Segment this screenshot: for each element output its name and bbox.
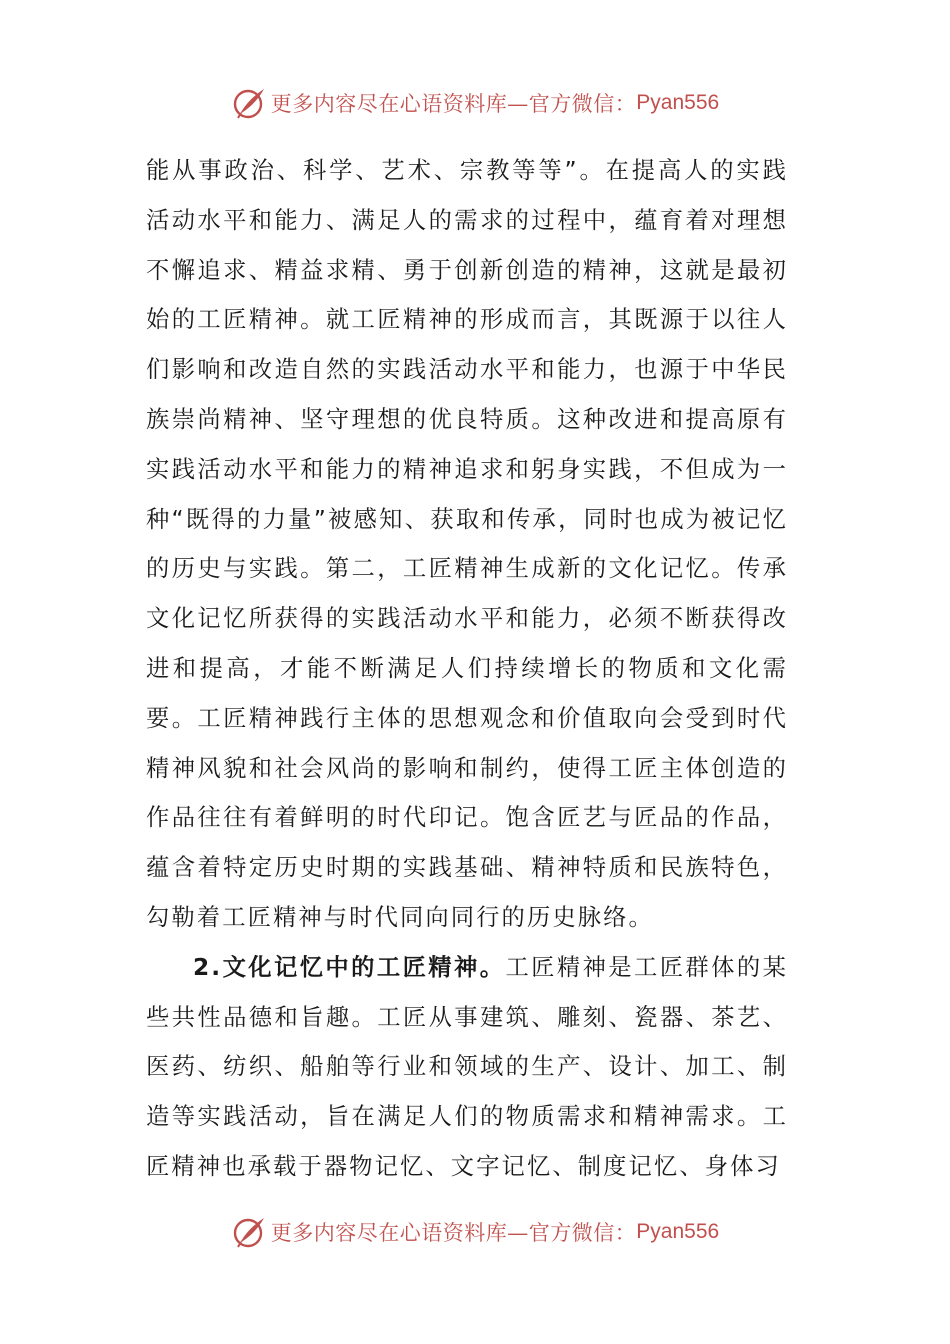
quill-pen-logo-icon bbox=[231, 85, 267, 121]
quill-pen-logo-icon bbox=[231, 1214, 267, 1250]
header-banner-wechat-id: Pyan556 bbox=[636, 91, 720, 114]
document-body bbox=[146, 146, 788, 1192]
body-paragraph-2 bbox=[146, 943, 788, 1192]
footer-banner bbox=[0, 1210, 950, 1254]
body-paragraph-1: 能从事政治、科学、艺术、宗教等等”。在提高人的实践活动水平和能力、满足人的需求的过程中，蕴育着对理想不懈追求、精益求精、勇于创新创造的精神，这就是最初始的工匠精神。就工匠精神的形成而言，其既源于以往人们影响和改造自然的实践活动水平和能力，也源于中华民族崇尚精神、坚守理想的优良特质。这种改进和提高原有实践活动水平和能力的精神追求和躬身实践，不但成为一种“既得的力量”被感知、获取和传承，同时也成为被记忆的历史与实践。第二，工匠精神生成新的文化记忆。传承文化记忆所获得的实践活动水平和能力，必须不断获得改进和提高，才能不断满足人们持续增长的物质和文化需要。工匠精神践行主体的思想观念和价值取向会受到时代精神风貌和社会风尚的影响和制约，使得工匠主体创造的作品往往有着鲜明的时代印记。饱含匠艺与匠品的作品，蕴含着特定历史时期的实践基础、精神特质和民族特色，勾勒着工匠精神与时代同向同行的历史脉络。 bbox=[146, 157, 788, 931]
section-heading: 2.文化记忆中的工匠精神。 bbox=[193, 953, 506, 981]
footer-banner-text: 更多内容尽在心语资料库—官方微信： bbox=[270, 1221, 637, 1245]
body-paragraph-2-text: 工匠精神是工匠群体的某些共性品德和旨趣。工匠从事建筑、雕刻、瓷器、茶艺、医药、纺织、船舶等行业和领域的生产、设计、加工、制造等实践活动，旨在满足人们的物质需求和精神需求。工匠精神也承载于器物记忆、文字记忆、制度记忆、身体习 bbox=[146, 953, 788, 1180]
header-banner-text: 更多内容尽在心语资料库—官方微信： bbox=[270, 92, 637, 116]
header-banner bbox=[0, 81, 950, 125]
footer-banner-wechat-id: Pyan556 bbox=[636, 1220, 720, 1243]
